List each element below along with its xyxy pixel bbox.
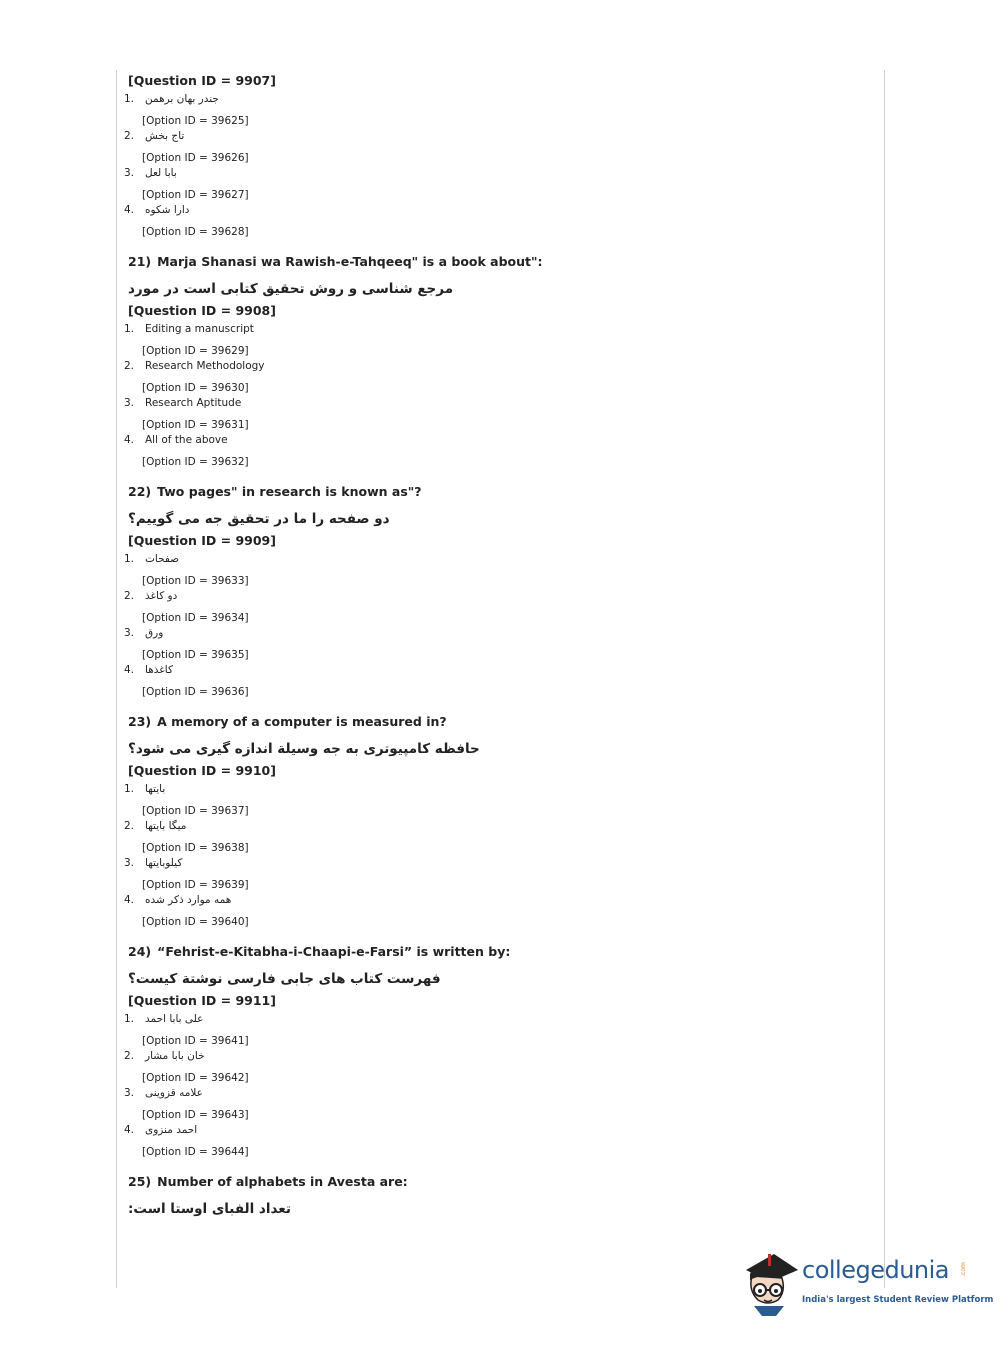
brand-suffix: .com xyxy=(959,1262,967,1277)
option-text: صفحات xyxy=(145,553,180,565)
page-border-right xyxy=(884,70,885,1288)
question-id: [Question ID = 9910] xyxy=(128,763,276,778)
question-text-persian: فهرست کتاب های جابی فارسی نوشتة کیست؟ xyxy=(128,971,441,987)
question-text: “Fehrist-e-Kitabha-i-Chaapi-e-Farsi” is written by: xyxy=(157,944,511,959)
question-text: A memory of a computer is measured in? xyxy=(157,714,447,729)
option-id: [Option ID = 39632] xyxy=(142,456,249,468)
option-text: بایتها xyxy=(145,783,166,795)
option-item: 4. همه موارد ذکر شده xyxy=(128,891,868,909)
option-id: [Option ID = 39639] xyxy=(142,879,249,891)
question-text: Marja Shanasi wa Rawish-e-Tahqeeq" is a book about": xyxy=(157,254,543,269)
option-text: خان بابا مشار xyxy=(145,1050,205,1062)
option-text: میگا بایتها xyxy=(145,820,187,832)
option-item: 1. علی بابا احمد xyxy=(128,1010,868,1028)
question-title xyxy=(128,482,868,502)
option-id: [Option ID = 39638] xyxy=(142,842,249,854)
question-number: 24) xyxy=(128,944,152,959)
option-item: 1. Editing a manuscript xyxy=(128,320,868,338)
option-id: [Option ID = 39625] xyxy=(142,115,249,127)
question-title xyxy=(128,712,868,732)
brand-name: collegedunia xyxy=(802,1256,950,1284)
option-id: [Option ID = 39627] xyxy=(142,189,249,201)
option-item: 3. ورق xyxy=(128,624,868,642)
option-text: تاج بخش xyxy=(145,130,185,142)
option-item: 4. دارا شکوه xyxy=(128,201,868,219)
option-item: 3. Research Aptitude xyxy=(128,394,868,412)
option-item: 2. میگا بایتها xyxy=(128,817,868,835)
option-id: [Option ID = 39630] xyxy=(142,382,249,394)
collegedunia-logo xyxy=(740,1248,994,1318)
option-id: [Option ID = 39635] xyxy=(142,649,249,661)
page-border-left xyxy=(116,70,117,1288)
option-text: ورق xyxy=(145,627,164,639)
option-text: کاغذها xyxy=(145,664,173,676)
option-id: [Option ID = 39633] xyxy=(142,575,249,587)
question-block-20 xyxy=(124,72,868,240)
option-text: Research Methodology xyxy=(145,360,265,372)
option-text: دو کاغذ xyxy=(145,590,178,602)
option-item: 4. کاغذها xyxy=(128,661,868,679)
option-item: 2. Research Methodology xyxy=(128,357,868,375)
question-block-21 xyxy=(124,252,868,470)
question-title xyxy=(128,942,868,962)
option-id: [Option ID = 39641] xyxy=(142,1035,249,1047)
question-text-persian: حافظه کامپیوتری به جه وسیلة اندازه گیری می شود؟ xyxy=(128,741,480,757)
option-text: علامه قزوینی xyxy=(145,1087,203,1099)
option-id: [Option ID = 39634] xyxy=(142,612,249,624)
question-block-24 xyxy=(124,942,868,1160)
question-title xyxy=(128,1172,868,1192)
option-id: [Option ID = 39637] xyxy=(142,805,249,817)
question-text-persian: دو صفحه را ما در تحقیق جه می گوییم؟ xyxy=(128,511,390,527)
question-block-25 xyxy=(128,1172,868,1222)
option-id: [Option ID = 39640] xyxy=(142,916,249,928)
option-text: جندر بهان برهمن xyxy=(145,93,219,105)
option-list xyxy=(124,90,868,240)
option-text: Editing a manuscript xyxy=(145,323,254,335)
brand-tagline: India's largest Student Review Platform xyxy=(802,1295,994,1305)
question-id: [Question ID = 9909] xyxy=(128,533,276,548)
option-text: بابا لعل xyxy=(145,167,177,179)
option-id: [Option ID = 39643] xyxy=(142,1109,249,1121)
option-id: [Option ID = 39631] xyxy=(142,419,249,431)
option-item: 3. علامه قزوینی xyxy=(128,1084,868,1102)
option-item: 3. بابا لعل xyxy=(128,164,868,182)
option-item: 2. دو کاغذ xyxy=(128,587,868,605)
option-item: 2. خان بابا مشار xyxy=(128,1047,868,1065)
option-item: 1. جندر بهان برهمن xyxy=(128,90,868,108)
option-id: [Option ID = 39636] xyxy=(142,686,249,698)
question-id: [Question ID = 9907] xyxy=(128,73,276,88)
question-id: [Question ID = 9908] xyxy=(128,303,276,318)
option-item: 4. All of the above xyxy=(128,431,868,449)
option-text: Research Aptitude xyxy=(145,397,242,409)
option-text: دارا شکوه xyxy=(145,204,190,216)
option-list xyxy=(124,550,868,700)
option-item: 4. احمد منزوی xyxy=(128,1121,868,1139)
option-list xyxy=(124,780,868,930)
question-number: 22) xyxy=(128,484,152,499)
question-text-persian: تعداد الفبای اوستا است: xyxy=(128,1201,291,1217)
question-text: Two pages" in research is known as"? xyxy=(157,484,422,499)
option-item: 2. تاج بخش xyxy=(128,127,868,145)
option-item: 1. صفحات xyxy=(128,550,868,568)
option-text: علی بابا احمد xyxy=(145,1013,204,1025)
question-text-persian: مرجع شناسی و روش تحقیق کتابی است در مورد xyxy=(128,281,454,297)
question-id: [Question ID = 9911] xyxy=(128,993,276,1008)
question-text: Number of alphabets in Avesta are: xyxy=(157,1174,408,1189)
question-number: 23) xyxy=(128,714,152,729)
question-number: 21) xyxy=(128,254,152,269)
option-id: [Option ID = 39626] xyxy=(142,152,249,164)
option-list xyxy=(124,1010,868,1160)
option-id: [Option ID = 39642] xyxy=(142,1072,249,1084)
option-text: کیلوبایتها xyxy=(145,857,183,869)
option-id: [Option ID = 39629] xyxy=(142,345,249,357)
question-document xyxy=(124,72,868,1224)
question-block-22 xyxy=(124,482,868,700)
question-title xyxy=(128,252,868,272)
option-id: [Option ID = 39644] xyxy=(142,1146,249,1158)
question-block-23 xyxy=(124,712,868,930)
option-list xyxy=(124,320,868,470)
mascot-icon xyxy=(740,1248,800,1318)
option-text: All of the above xyxy=(145,434,228,446)
option-text: همه موارد ذکر شده xyxy=(145,894,232,906)
option-item: 3. کیلوبایتها xyxy=(128,854,868,872)
option-text: احمد منزوی xyxy=(145,1124,198,1136)
option-id: [Option ID = 39628] xyxy=(142,226,249,238)
option-item: 1. بایتها xyxy=(128,780,868,798)
question-number: 25) xyxy=(128,1174,152,1189)
